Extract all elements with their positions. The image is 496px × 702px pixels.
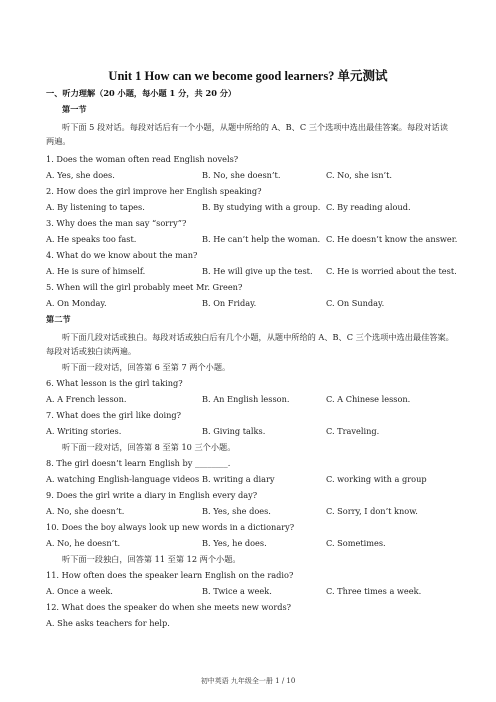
question-9: 9. Does the girl write a diary in English every day?	[46, 490, 258, 500]
question-2: 2. How does the girl improve her English speaking?	[46, 186, 262, 196]
page-title: Unit 1 How can we become good learners? 单元测试	[108, 69, 388, 83]
q5-option-b: B. On Friday.	[202, 298, 257, 308]
section-heading-listening: 一、听力理解（20 小题，每小题 1 分，共 20 分）	[46, 88, 237, 98]
q3-option-a: A. He speaks too fast.	[46, 234, 137, 244]
question-4: 4. What do we know about the man?	[46, 250, 198, 260]
q9-option-a: A. No, she doesn’t.	[46, 506, 125, 516]
dialog-6-7-instruction: 听下面一段对话，回答第 6 至第 7 两个小题。	[62, 362, 231, 372]
q4-option-c: C. He is worried about the test.	[326, 266, 457, 276]
monolog-11-12-instruction: 听下面一段独白，回答第 11 至第 12 两个小题。	[62, 554, 241, 564]
q1-option-a: A. Yes, she does.	[46, 170, 115, 180]
q2-option-a: A. By listening to tapes.	[46, 202, 145, 212]
question-8: 8. The girl doesn’t learn English by ________.	[46, 458, 231, 468]
q10-option-c: C. Sometimes.	[326, 538, 386, 548]
q6-option-a: A. A French lesson.	[46, 394, 127, 404]
question-11: 11. How often does the speaker learn English on the radio?	[46, 570, 294, 580]
q6-option-b: B. An English lesson.	[202, 394, 290, 404]
q8-option-a: A. watching English-language videos	[46, 474, 200, 484]
q2-option-c: C. By reading aloud.	[326, 202, 411, 212]
part2-label: 第二节	[46, 314, 71, 324]
question-5: 5. When will the girl probably meet Mr. Green?	[46, 282, 243, 292]
q4-option-b: B. He will give up the test.	[202, 266, 313, 276]
part1-label: 第一节	[62, 104, 87, 114]
q1-option-b: B. No, she doesn’t.	[202, 170, 281, 180]
page-footer: 初中英语 九年级全一册 1 / 10	[200, 677, 296, 685]
question-3: 3. Why does the man say “sorry”?	[46, 218, 187, 228]
question-10: 10. Does the boy always look up new words in a dictionary?	[46, 522, 295, 532]
part2-instruction: 听下面几段对话或独白。每段对话或独白后有几个小题，从题中所给的 A、B、C 三个选项中选出最佳答案。每段对话或独白读两遍。	[46, 332, 454, 356]
question-7: 7. What does the girl like doing?	[46, 410, 182, 420]
question-12: 12. What does the speaker do when she meets new words?	[46, 602, 292, 612]
q10-option-b: B. Yes, he does.	[202, 538, 267, 548]
q2-option-b: B. By studying with a group.	[202, 202, 321, 212]
q11-option-b: B. Twice a week.	[202, 586, 272, 596]
q8-option-c: C. working with a group	[326, 474, 427, 484]
q6-option-c: C. A Chinese lesson.	[326, 394, 411, 404]
q12-option-a: A. She asks teachers for help.	[46, 618, 170, 628]
q4-option-a: A. He is sure of himself.	[46, 266, 146, 276]
q7-option-c: C. Traveling.	[326, 426, 380, 436]
q11-option-c: C. Three times a week.	[326, 586, 422, 596]
dialog-8-10-instruction: 听下面一段对话，回答第 8 至第 10 三个小题。	[62, 442, 236, 452]
q1-option-c: C. No, she isn’t.	[326, 170, 392, 180]
q9-option-b: B. Yes, she does.	[202, 506, 271, 516]
question-6: 6. What lesson is the girl taking?	[46, 378, 183, 388]
q3-option-b: B. He can’t help the woman.	[202, 234, 321, 244]
q7-option-a: A. Writing stories.	[46, 426, 122, 436]
part1-instruction: 听下面 5 段对话。每段对话后有一个小题，从题中所给的 A、B、C 三个选项中选出最佳答案。每段对话读两遍。	[46, 122, 448, 146]
q5-option-a: A. On Monday.	[46, 298, 107, 308]
q3-option-c: C. He doesn’t know the answer.	[326, 234, 458, 244]
q9-option-c: C. Sorry, I don’t know.	[326, 506, 418, 516]
q11-option-a: A. Once a week.	[46, 586, 113, 596]
q8-option-b: B. writing a diary	[202, 474, 275, 484]
q10-option-a: A. No, he doesn’t.	[46, 538, 121, 548]
question-1: 1. Does the woman often read English novels?	[46, 154, 239, 164]
q5-option-c: C. On Sunday.	[326, 298, 385, 308]
q7-option-b: B. Giving talks.	[202, 426, 266, 436]
